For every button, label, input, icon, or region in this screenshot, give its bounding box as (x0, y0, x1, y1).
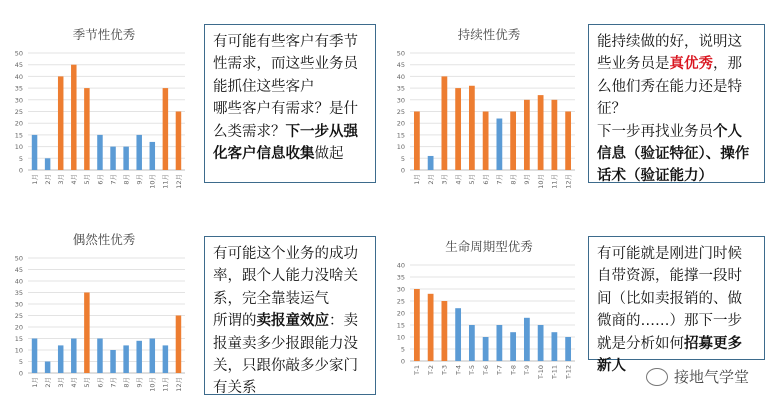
bar (524, 100, 530, 170)
y-tick-label: 30 (14, 300, 23, 309)
x-tick-label: 11月 (161, 174, 170, 189)
chart-title: 持续性优秀 (457, 27, 521, 42)
x-tick-label: 7月 (109, 377, 118, 388)
x-tick-label: 9月 (523, 174, 532, 185)
bar (58, 345, 63, 373)
note-continuous-red: 真优秀 (669, 56, 713, 73)
x-tick-label: 11月 (161, 377, 170, 392)
x-tick-label: 2月 (43, 377, 52, 388)
x-tick-label: 12月 (174, 377, 183, 392)
bar (97, 135, 102, 170)
bar (97, 339, 102, 374)
bar (45, 158, 50, 170)
x-tick-label: 5月 (468, 174, 477, 185)
chart-continuous (385, 20, 585, 200)
bar (136, 341, 141, 373)
bar (71, 65, 76, 170)
bar (32, 135, 37, 170)
note-seasonal-bold: 下一步从强化客户信息收集 (213, 123, 358, 163)
note-seasonal (204, 24, 376, 183)
bar (414, 112, 420, 171)
y-tick-label: 5 (400, 345, 405, 354)
chart-lifecycle (385, 223, 585, 401)
bar (176, 316, 181, 374)
x-tick-label: 2月 (43, 174, 52, 185)
x-tick-label: 6月 (96, 174, 105, 185)
bar (163, 88, 168, 170)
note-lifecycle-bold: 招募更多新人 (597, 335, 742, 375)
note-continuous (588, 24, 765, 183)
y-tick-label: 35 (14, 289, 23, 297)
x-tick-label: 3月 (440, 174, 449, 185)
y-tick-label: 45 (396, 61, 405, 70)
x-tick-label: 5月 (83, 377, 92, 388)
y-tick-label: 50 (14, 254, 23, 263)
x-tick-label: 9月 (135, 377, 144, 388)
y-tick-label: 20 (396, 119, 405, 128)
y-tick-label: 10 (14, 346, 23, 355)
y-tick-label: 5 (18, 358, 23, 366)
bar (428, 156, 434, 170)
note-occasional-text2: 所谓的 (213, 313, 257, 330)
y-tick-label: 0 (18, 369, 23, 378)
bar (565, 337, 571, 361)
bar (150, 142, 155, 170)
bar (455, 88, 461, 170)
note-lifecycle (588, 236, 765, 375)
y-tick-label: 45 (14, 61, 23, 70)
note-occasional (204, 236, 376, 395)
y-tick-label: 50 (14, 49, 23, 58)
x-tick-label: 11月 (550, 174, 559, 189)
note-seasonal-text2: 哪些客户有需求？是什么类需求？ (213, 101, 358, 140)
bar (84, 293, 89, 374)
y-tick-label: 35 (396, 84, 405, 93)
y-tick-label: 0 (400, 357, 405, 366)
y-tick-label: 30 (396, 285, 405, 294)
x-tick-label: 8月 (122, 377, 131, 388)
y-tick-label: 15 (14, 335, 23, 343)
bar (71, 339, 76, 374)
chart-seasonal-svg (0, 20, 200, 200)
y-tick-label: 10 (396, 143, 405, 152)
x-tick-label: 8月 (122, 174, 131, 185)
bar (483, 112, 489, 171)
bar (551, 100, 557, 170)
y-tick-label: 5 (18, 154, 23, 163)
note-continuous-text3: 下一步再找业务员 (597, 123, 713, 140)
x-tick-label: 12月 (564, 174, 573, 189)
bar (496, 325, 502, 361)
y-tick-label: 0 (400, 166, 405, 175)
note-continuous-text2: ，那么他们秀在能力还是特征？ (597, 56, 742, 118)
note-seasonal-text3: 做起 (314, 146, 344, 163)
x-tick-label: 1月 (30, 174, 39, 185)
bar (469, 86, 475, 170)
y-tick-label: 20 (14, 119, 23, 128)
bar (483, 337, 489, 361)
bar (176, 112, 181, 171)
x-tick-label: T-11 (550, 365, 559, 379)
x-tick-label: 4月 (70, 174, 79, 185)
x-tick-label: T-3 (440, 365, 449, 375)
y-tick-label: 40 (396, 261, 405, 270)
y-tick-label: 30 (14, 96, 23, 105)
chart-lifecycle-svg (385, 223, 585, 401)
bar (58, 76, 63, 170)
x-tick-label: 6月 (481, 174, 490, 185)
bar (538, 95, 544, 170)
note-occasional-text1: 有可能这个业务的成功率，跟个人能力没啥关系，完全靠装运气 (213, 246, 358, 307)
bar (510, 332, 516, 361)
x-tick-label: 10月 (536, 174, 545, 189)
x-tick-label: 1月 (413, 174, 422, 185)
chart-occasional (0, 223, 200, 401)
bar (414, 289, 420, 361)
bar (136, 135, 141, 170)
y-tick-label: 50 (396, 49, 405, 58)
note-lifecycle-text1: 有可能就是刚进门时候自带资源，能撑一段时间（比如卖报销的、做微商的……）那下一步就是分析如何 (597, 246, 742, 352)
bar (110, 147, 115, 170)
x-tick-label: 4月 (454, 174, 463, 185)
x-tick-label: T-2 (426, 365, 435, 375)
y-tick-label: 25 (396, 297, 405, 306)
bar (524, 318, 530, 361)
x-tick-label: 5月 (83, 174, 92, 185)
bar (496, 119, 502, 170)
bar (123, 345, 128, 373)
y-tick-label: 15 (14, 131, 23, 140)
bar (123, 147, 128, 170)
x-tick-label: T-9 (523, 365, 532, 375)
y-tick-label: 25 (14, 312, 23, 320)
y-tick-label: 35 (396, 273, 405, 282)
x-tick-label: T-5 (468, 365, 477, 375)
bar (510, 112, 516, 171)
bar (150, 339, 155, 374)
note-continuous-text1: 能持续做的好，说明这些业务员是 (597, 34, 742, 73)
x-tick-label: T-8 (509, 365, 518, 375)
y-tick-label: 40 (14, 72, 23, 81)
x-tick-label: T-12 (564, 365, 573, 379)
y-tick-label: 10 (396, 333, 405, 342)
x-tick-label: T-7 (495, 365, 504, 375)
bar (441, 301, 447, 361)
chart-title: 偶然性优秀 (72, 232, 136, 247)
note-continuous-bold: 个人信息（验证特征）、操作话术（验证能力） (597, 123, 750, 185)
y-tick-label: 15 (396, 321, 405, 330)
y-tick-label: 45 (14, 266, 23, 274)
y-tick-label: 20 (396, 309, 405, 318)
y-tick-label: 5 (400, 154, 405, 163)
y-tick-label: 15 (396, 131, 405, 140)
x-tick-label: T-10 (536, 365, 545, 379)
bar (32, 339, 37, 374)
chart-title: 生命周期型优秀 (445, 239, 533, 254)
bar (538, 325, 544, 361)
bar (84, 88, 89, 170)
chart-continuous-svg (385, 20, 585, 200)
x-tick-label: 10月 (148, 174, 157, 189)
bar (565, 112, 571, 171)
x-tick-label: 7月 (109, 174, 118, 185)
y-tick-label: 35 (14, 84, 23, 93)
bar (110, 350, 115, 373)
bar (428, 294, 434, 361)
x-tick-label: 9月 (135, 174, 144, 185)
bar (45, 362, 50, 374)
note-occasional-bold: 卖报童效应 (256, 313, 329, 330)
x-tick-label: T-4 (454, 365, 463, 375)
y-tick-label: 25 (396, 108, 405, 116)
chart-title: 季节性优秀 (72, 27, 136, 42)
x-tick-label: 1月 (30, 377, 39, 388)
watermark (646, 366, 749, 387)
bar (455, 308, 461, 361)
x-tick-label: 8月 (509, 174, 518, 185)
y-tick-label: 20 (14, 323, 23, 332)
x-tick-label: 10月 (148, 377, 157, 392)
x-tick-label: T-1 (413, 365, 422, 375)
note-occasional-text3: ：卖报童卖多少报跟能力没关，只跟你敲多少家门有关系 (213, 313, 358, 397)
y-tick-label: 0 (18, 166, 23, 175)
y-tick-label: 10 (14, 143, 23, 152)
x-tick-label: 12月 (174, 174, 183, 189)
y-tick-label: 40 (396, 72, 405, 81)
bar (441, 76, 447, 170)
note-seasonal-text1: 有可能有些客户有季节性需求，而这些业务员能抓住这些客户 (213, 34, 358, 95)
chart-seasonal (0, 20, 200, 200)
x-tick-label: T-6 (481, 365, 490, 375)
x-tick-label: 3月 (57, 174, 66, 185)
bar (163, 345, 168, 373)
x-tick-label: 6月 (96, 377, 105, 388)
watermark-text: 接地气学堂 (673, 368, 749, 386)
x-tick-label: 2月 (426, 174, 435, 185)
y-tick-label: 25 (14, 108, 23, 116)
wechat-icon (646, 368, 668, 386)
y-tick-label: 40 (14, 277, 23, 286)
x-tick-label: 3月 (57, 377, 66, 388)
x-tick-label: 4月 (70, 377, 79, 388)
chart-occasional-svg (0, 223, 200, 401)
y-tick-label: 30 (396, 96, 405, 105)
bar (551, 332, 557, 361)
x-tick-label: 7月 (495, 174, 504, 185)
bar (469, 325, 475, 361)
